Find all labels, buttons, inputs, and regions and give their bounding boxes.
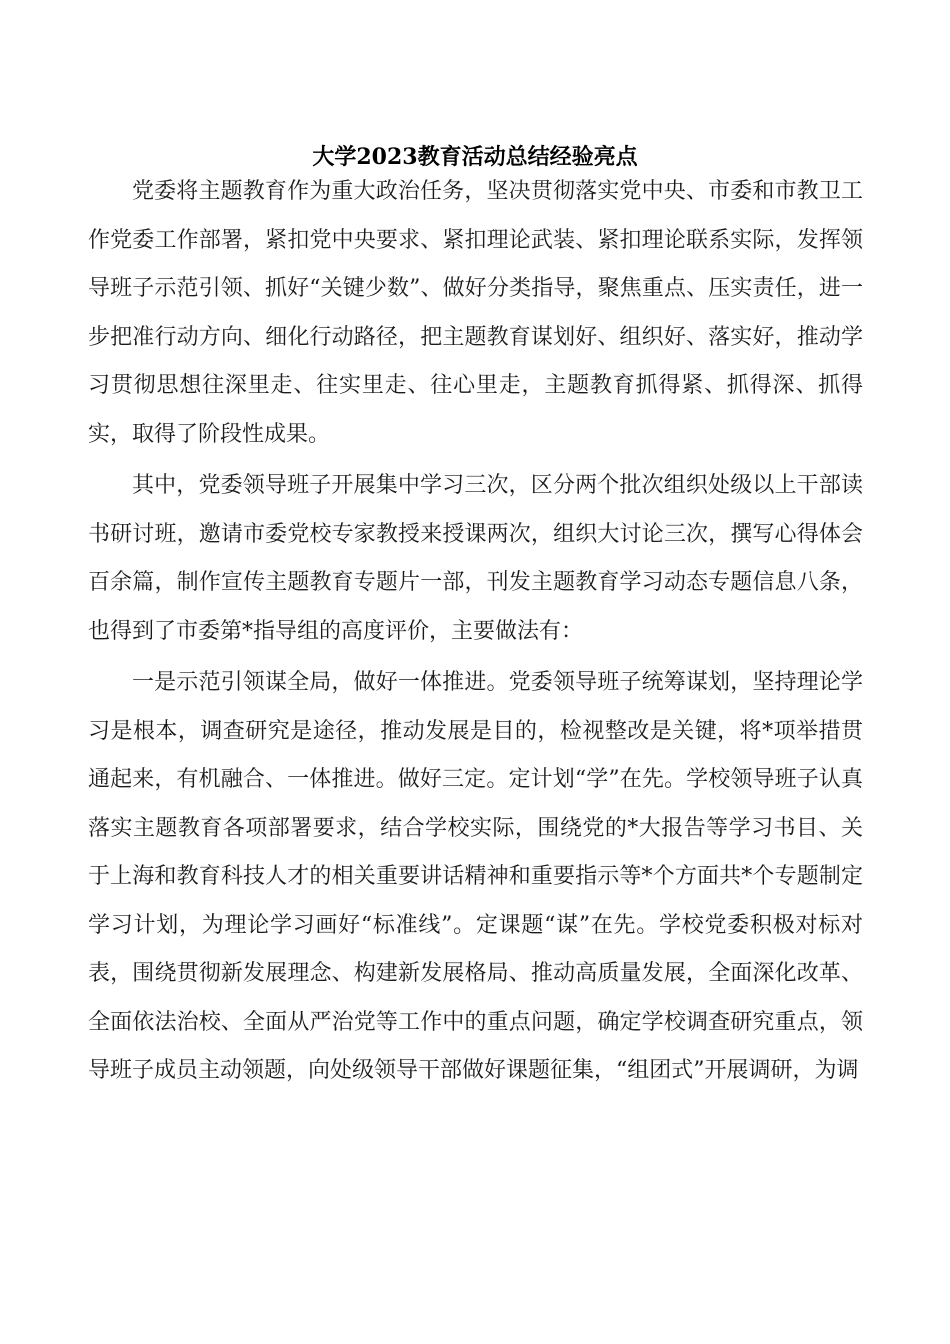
paragraph-achievements: 其中，党委领导班子开展集中学习三次，区分两个批次组织处级以上干部读书研讨班，邀请市委党校专家教授来授课两次，组织大讨论三次，撰写心得体会百余篇，制作宣传主题教育专题片一部，刊发主题教育学习动态专题信息八条，也得到了市委第*指导组的高度评价，主要做法有： (88, 473, 863, 644)
paragraph-practice-one: 一是示范引领谋全局，做好一体推进。党委领导班子统筹谋划，坚持理论学习是根本，调查研究是途径，推动发展是目的，检视整改是关键，将*项举措贯通起来，有机融合、一体推进。做好三定。定计划“学”在先。学校领导班子认真落实主题教育各项部署要求，结合学校实际，围绕党的*大报告等学习书目、关于上海和教育科技人才的相关重要讲话精神和重要指示等*个方面共*个专题制定学习计划，为理论学习画好“标准线”。定课题“谋”在先。学校党委积极对标对表，围绕贯彻新发展理念、构建新发展格局、推动高质量发展，全面深化改革、全面依法治校、全面从严治党等工作中的重点问题，确定学校调查研究重点，领导班子成员主动领题，向处级领导干部做好课题征集，“组团式”开展调研，为调 (88, 670, 863, 1083)
document-body (88, 168, 863, 1096)
document-title: 大学2023教育活动总结经验亮点 (312, 144, 638, 170)
paragraph-intro: 党委将主题教育作为重大政治任务，坚决贯彻落实党中央、市委和市教卫工作党委工作部署，紧扣党中央要求、紧扣理论武装、紧扣理论联系实际，发挥领导班子示范引领、抓好“关键少数”、做好分类指导，聚焦重点、压实责任，进一步把准行动方向、细化行动路径，把主题教育谋划好、组织好、落实好，推动学习贯彻思想往深里走、往实里走、往心里走，主题教育抓得紧、抓得深、抓得实，取得了阶段性成果。 (88, 179, 863, 447)
